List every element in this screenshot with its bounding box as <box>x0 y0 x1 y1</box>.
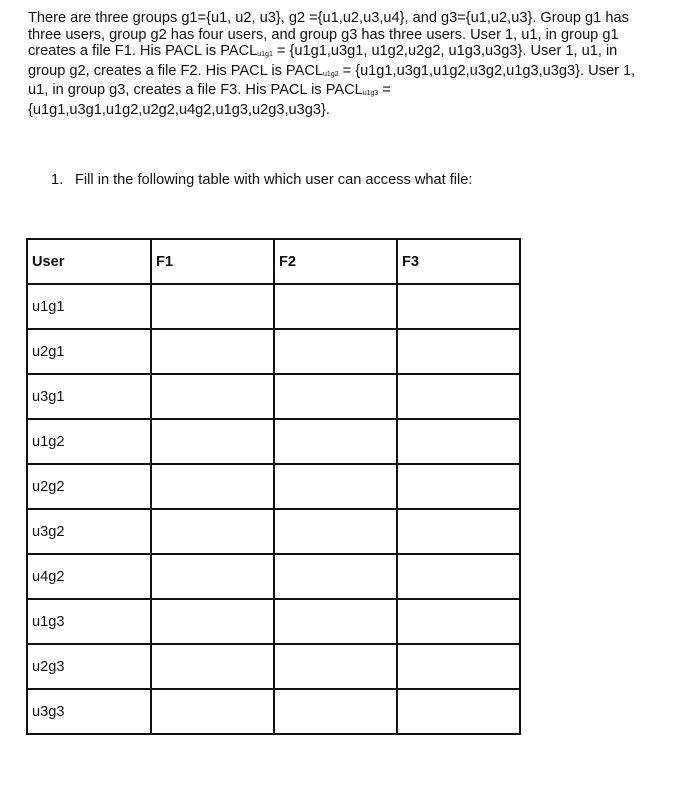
user-cell: u3g2 <box>27 509 151 554</box>
table-row <box>27 509 520 554</box>
pacl-subscript-u1g2: u1g2 <box>322 70 339 78</box>
answer-cell-f1[interactable] <box>151 419 274 464</box>
table-row <box>27 464 520 509</box>
header-user: User <box>27 239 151 284</box>
question-text: Fill in the following table with which user can access what file: <box>75 172 473 188</box>
statement-part-4: = {u1g1,u3g1,u1g2,u2g2,u4g2,u1g3,u2g3,u3g3}. <box>28 82 391 118</box>
answer-cell-f3[interactable] <box>397 374 520 419</box>
pacl-subscript-u1g1: u1g1 <box>257 51 273 59</box>
table-row <box>27 329 520 374</box>
answer-cell-f2[interactable] <box>274 284 397 329</box>
statement-part-2: = {u1g1,u3g1, u1g2,u2g2, u1g3,u3g3}. User 1, u1, in group g2, creates a file F2. His PACL is PACL <box>28 43 618 79</box>
answer-cell-f1[interactable] <box>151 689 274 734</box>
table-header-row <box>27 239 520 284</box>
problem-statement <box>28 10 648 119</box>
table-row <box>27 284 520 329</box>
access-table <box>26 238 521 735</box>
statement-part-1: There are three groups g1={u1, u2, u3}, g2 ={u1,u2,u3,u4}, and g3={u1,u2,u3}. Group g1 has three users, group g2 has four users, and group g3 has three users. User 1, u1, in group g1 creates a file F1. His PACL is PACL <box>28 10 629 60</box>
answer-cell-f3[interactable] <box>397 419 520 464</box>
table-row <box>27 554 520 599</box>
answer-cell-f2[interactable] <box>274 689 397 734</box>
answer-cell-f1[interactable] <box>151 284 274 329</box>
answer-cell-f3[interactable] <box>397 644 520 689</box>
answer-cell-f2[interactable] <box>274 419 397 464</box>
answer-cell-f1[interactable] <box>151 554 274 599</box>
answer-cell-f3[interactable] <box>397 599 520 644</box>
answer-cell-f1[interactable] <box>151 644 274 689</box>
answer-cell-f2[interactable] <box>274 464 397 509</box>
answer-cell-f1[interactable] <box>151 374 274 419</box>
header-f1: F1 <box>151 239 274 284</box>
answer-cell-f3[interactable] <box>397 689 520 734</box>
answer-cell-f2[interactable] <box>274 509 397 554</box>
table-row <box>27 599 520 644</box>
answer-cell-f2[interactable] <box>274 329 397 374</box>
user-cell: u3g3 <box>27 689 151 734</box>
table-row <box>27 419 520 464</box>
answer-cell-f2[interactable] <box>274 374 397 419</box>
pacl-subscript-u1g3: u1g3 <box>362 90 379 98</box>
answer-cell-f1[interactable] <box>151 464 274 509</box>
statement-part-3: = {u1g1,u3g1,u1g2,u3g2,u1g3,u3g3}. User 1, u1, in group g3, creates a file F3. His PACL is PACL <box>28 62 636 99</box>
header-f3: F3 <box>397 239 520 284</box>
answer-cell-f1[interactable] <box>151 509 274 554</box>
answer-cell-f2[interactable] <box>274 644 397 689</box>
table-row <box>27 689 520 734</box>
answer-cell-f3[interactable] <box>397 554 520 599</box>
answer-cell-f3[interactable] <box>397 509 520 554</box>
user-cell: u4g2 <box>27 554 151 599</box>
table-row <box>27 374 520 419</box>
header-f2: F2 <box>274 239 397 284</box>
answer-cell-f2[interactable] <box>274 599 397 644</box>
answer-cell-f3[interactable] <box>397 284 520 329</box>
user-cell: u1g3 <box>27 599 151 644</box>
user-cell: u1g2 <box>27 419 151 464</box>
user-cell: u3g1 <box>27 374 151 419</box>
answer-cell-f3[interactable] <box>397 329 520 374</box>
user-cell: u1g1 <box>27 284 151 329</box>
user-cell: u2g3 <box>27 644 151 689</box>
table-row <box>27 644 520 689</box>
answer-cell-f2[interactable] <box>274 554 397 599</box>
question-1 <box>51 172 472 189</box>
answer-cell-f1[interactable] <box>151 329 274 374</box>
question-number: 1. <box>51 172 64 188</box>
user-cell: u2g1 <box>27 329 151 374</box>
answer-cell-f1[interactable] <box>151 599 274 644</box>
answer-cell-f3[interactable] <box>397 464 520 509</box>
user-cell: u2g2 <box>27 464 151 509</box>
